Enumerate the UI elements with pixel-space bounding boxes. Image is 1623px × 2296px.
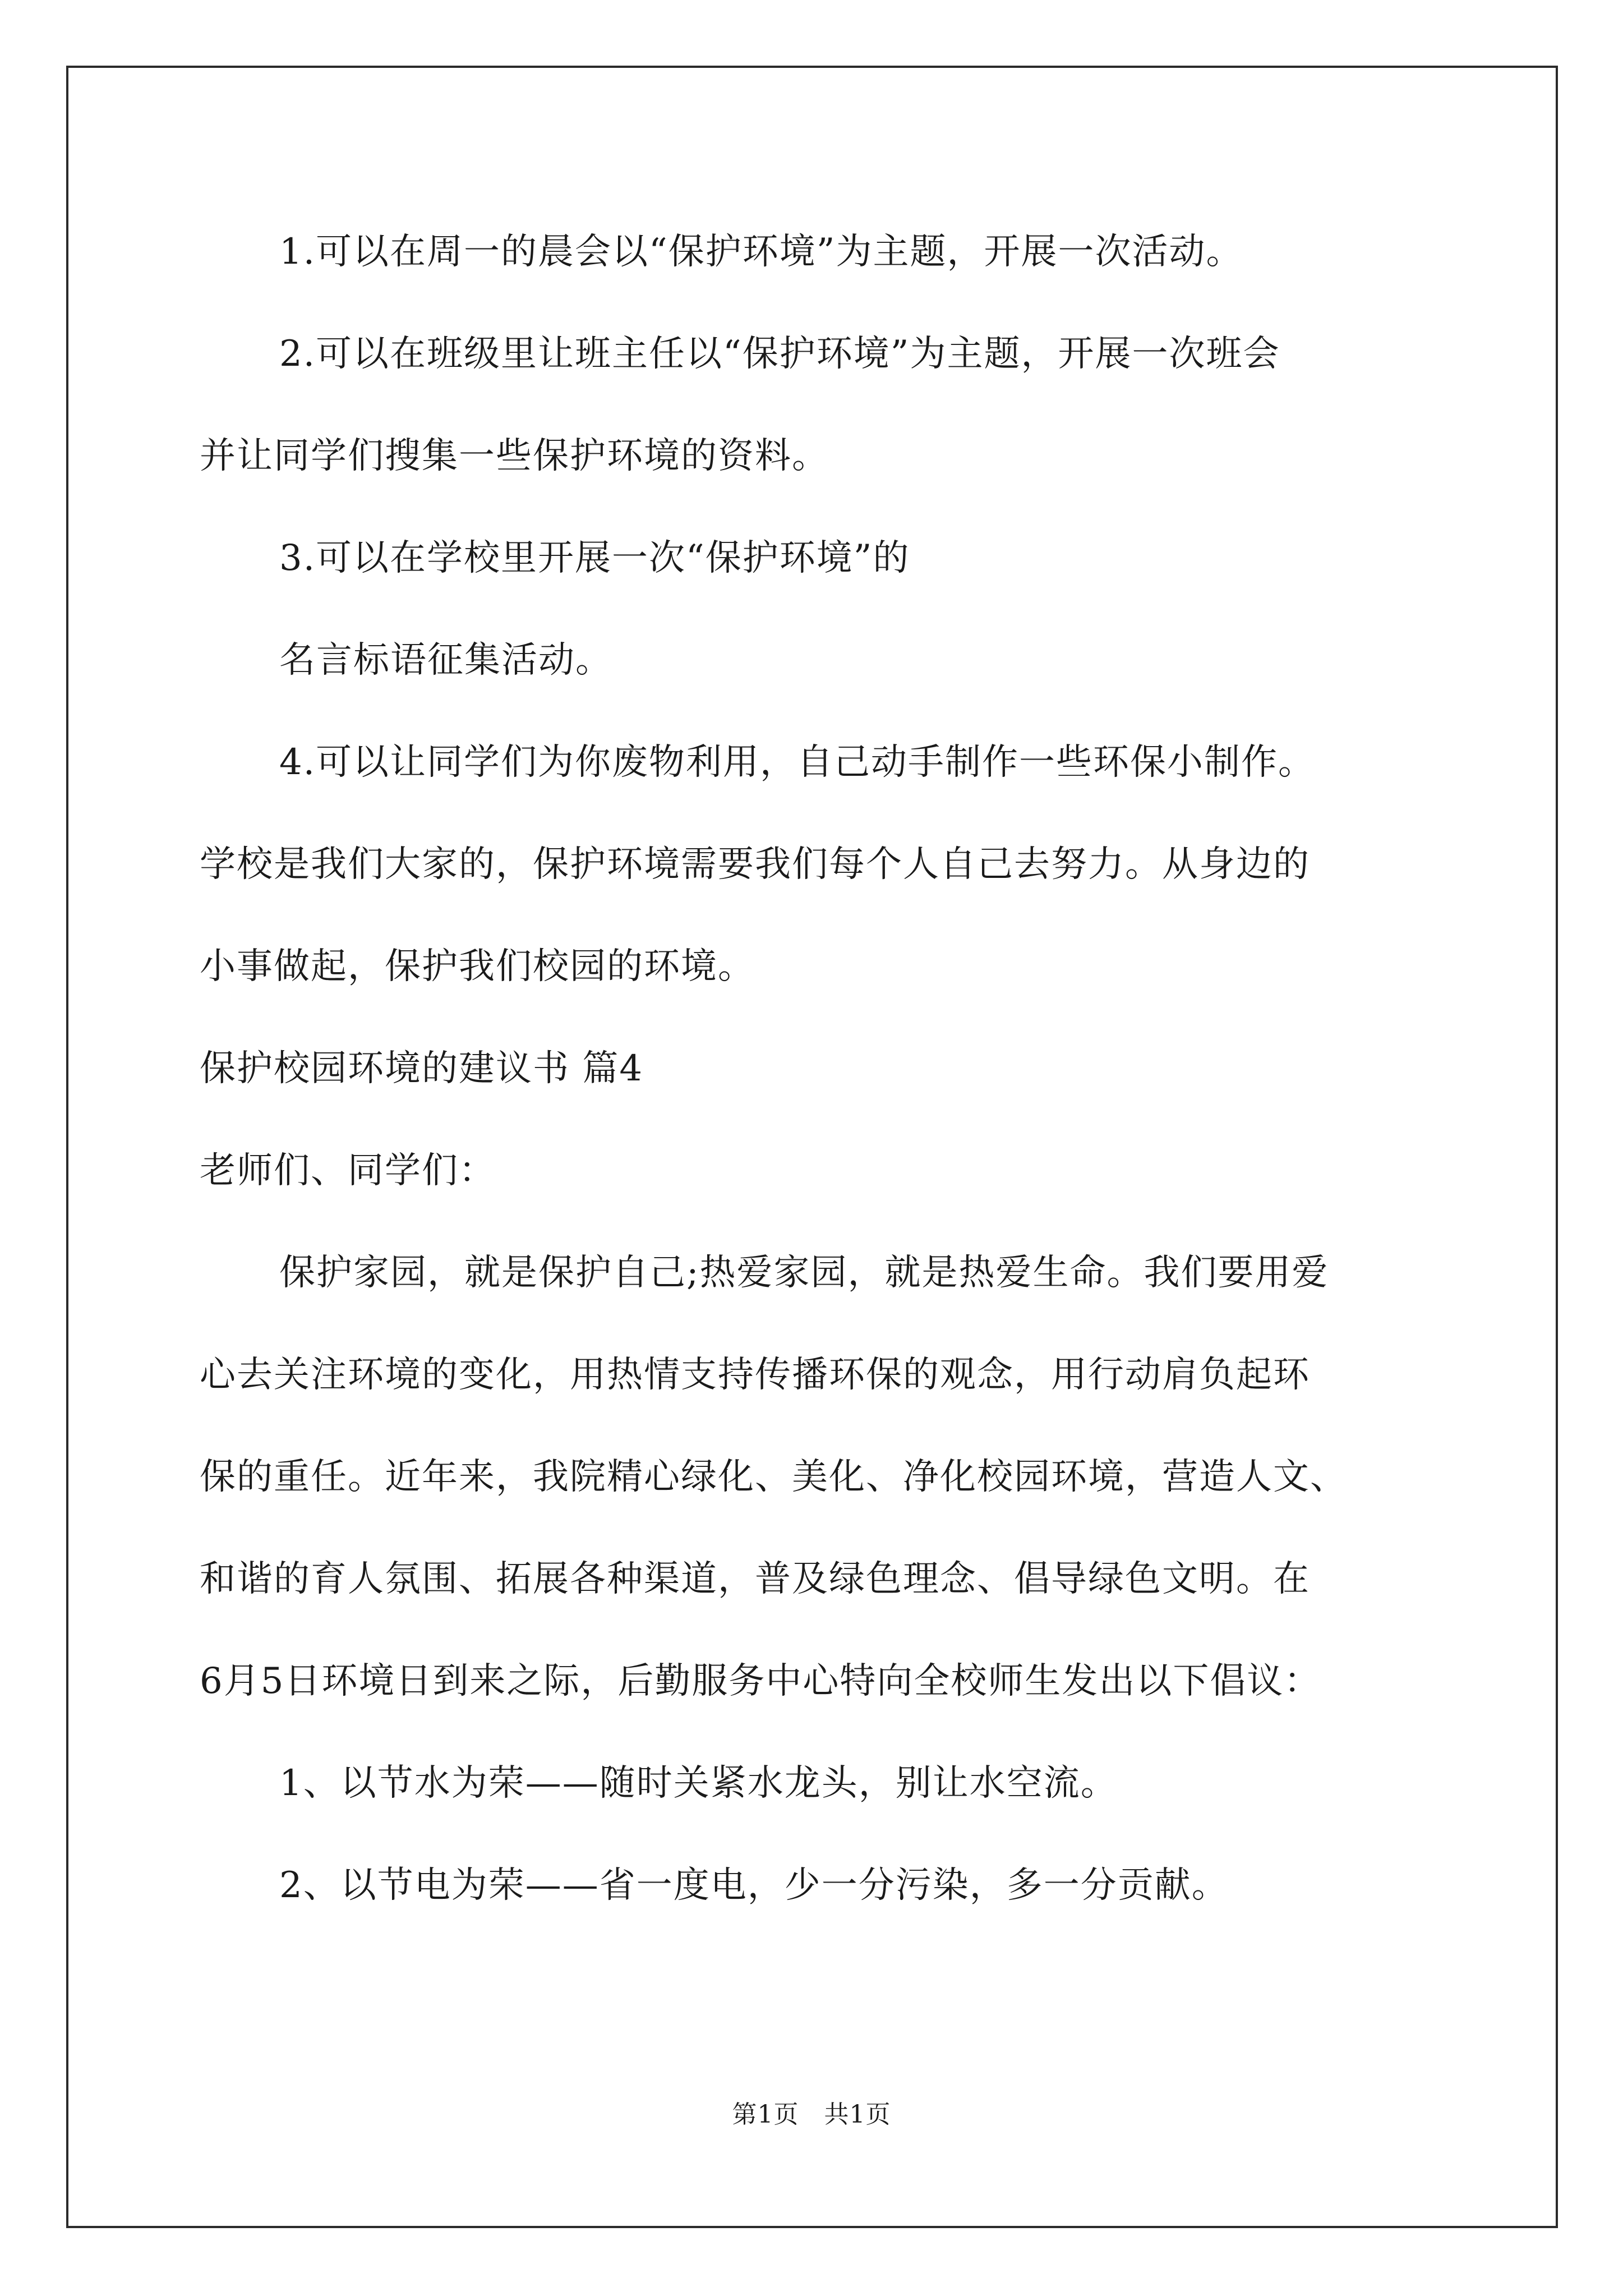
paragraph-line: 6月5日环境日到来之际，后勤服务中心特向全校师生发出以下倡议： xyxy=(200,1660,1321,1702)
salutation: 老师们、同学们： xyxy=(200,1150,496,1191)
paragraph-line: 学校是我们大家的，保护环境需要我们每个人自己去努力。从身边的 xyxy=(200,844,1310,885)
paragraph-line: 2.可以在班级里让班主任以“保护环境”为主题，开展一次班会 xyxy=(279,333,1280,375)
paragraph-line: 保护家园，就是保护自己;热爱家园，就是热爱生命。我们要用爱 xyxy=(279,1252,1329,1294)
paragraph-line: 4.可以让同学们为你废物利用，自己动手制作一些环保小制作。 xyxy=(279,742,1316,783)
paragraph-line: 名言标语征集活动。 xyxy=(279,639,612,681)
paragraph-line: 保的重任。近年来，我院精心绿化、美化、净化校园环境，营造人文、 xyxy=(200,1456,1347,1498)
section-heading: 保护校园环境的建议书 篇4 xyxy=(200,1048,644,1089)
paragraph-line: 小事做起，保护我们校园的环境。 xyxy=(200,946,755,987)
list-item: 1、以节水为荣——随时关紧水龙头，别让水空流。 xyxy=(279,1763,1118,1804)
paragraph-line: 1.可以在周一的晨会以“保护环境”为主题，开展一次活动。 xyxy=(279,231,1243,273)
paragraph-line: 3.可以在学校里开展一次“保护环境”的 xyxy=(279,537,910,579)
paragraph-line: 和谐的育人氛围、拓展各种渠道，普及绿色理念、倡导绿色文明。在 xyxy=(200,1558,1310,1600)
page-number-footer: 第1页 共1页 xyxy=(732,2100,891,2129)
paragraph-line: 并让同学们搜集一些保护环境的资料。 xyxy=(200,435,829,477)
paragraph-line: 心去关注环境的变化，用热情支持传播环保的观念，用行动肩负起环 xyxy=(200,1354,1310,1396)
list-item: 2、以节电为荣——省一度电，少一分污染，多一分贡献。 xyxy=(279,1865,1229,1906)
